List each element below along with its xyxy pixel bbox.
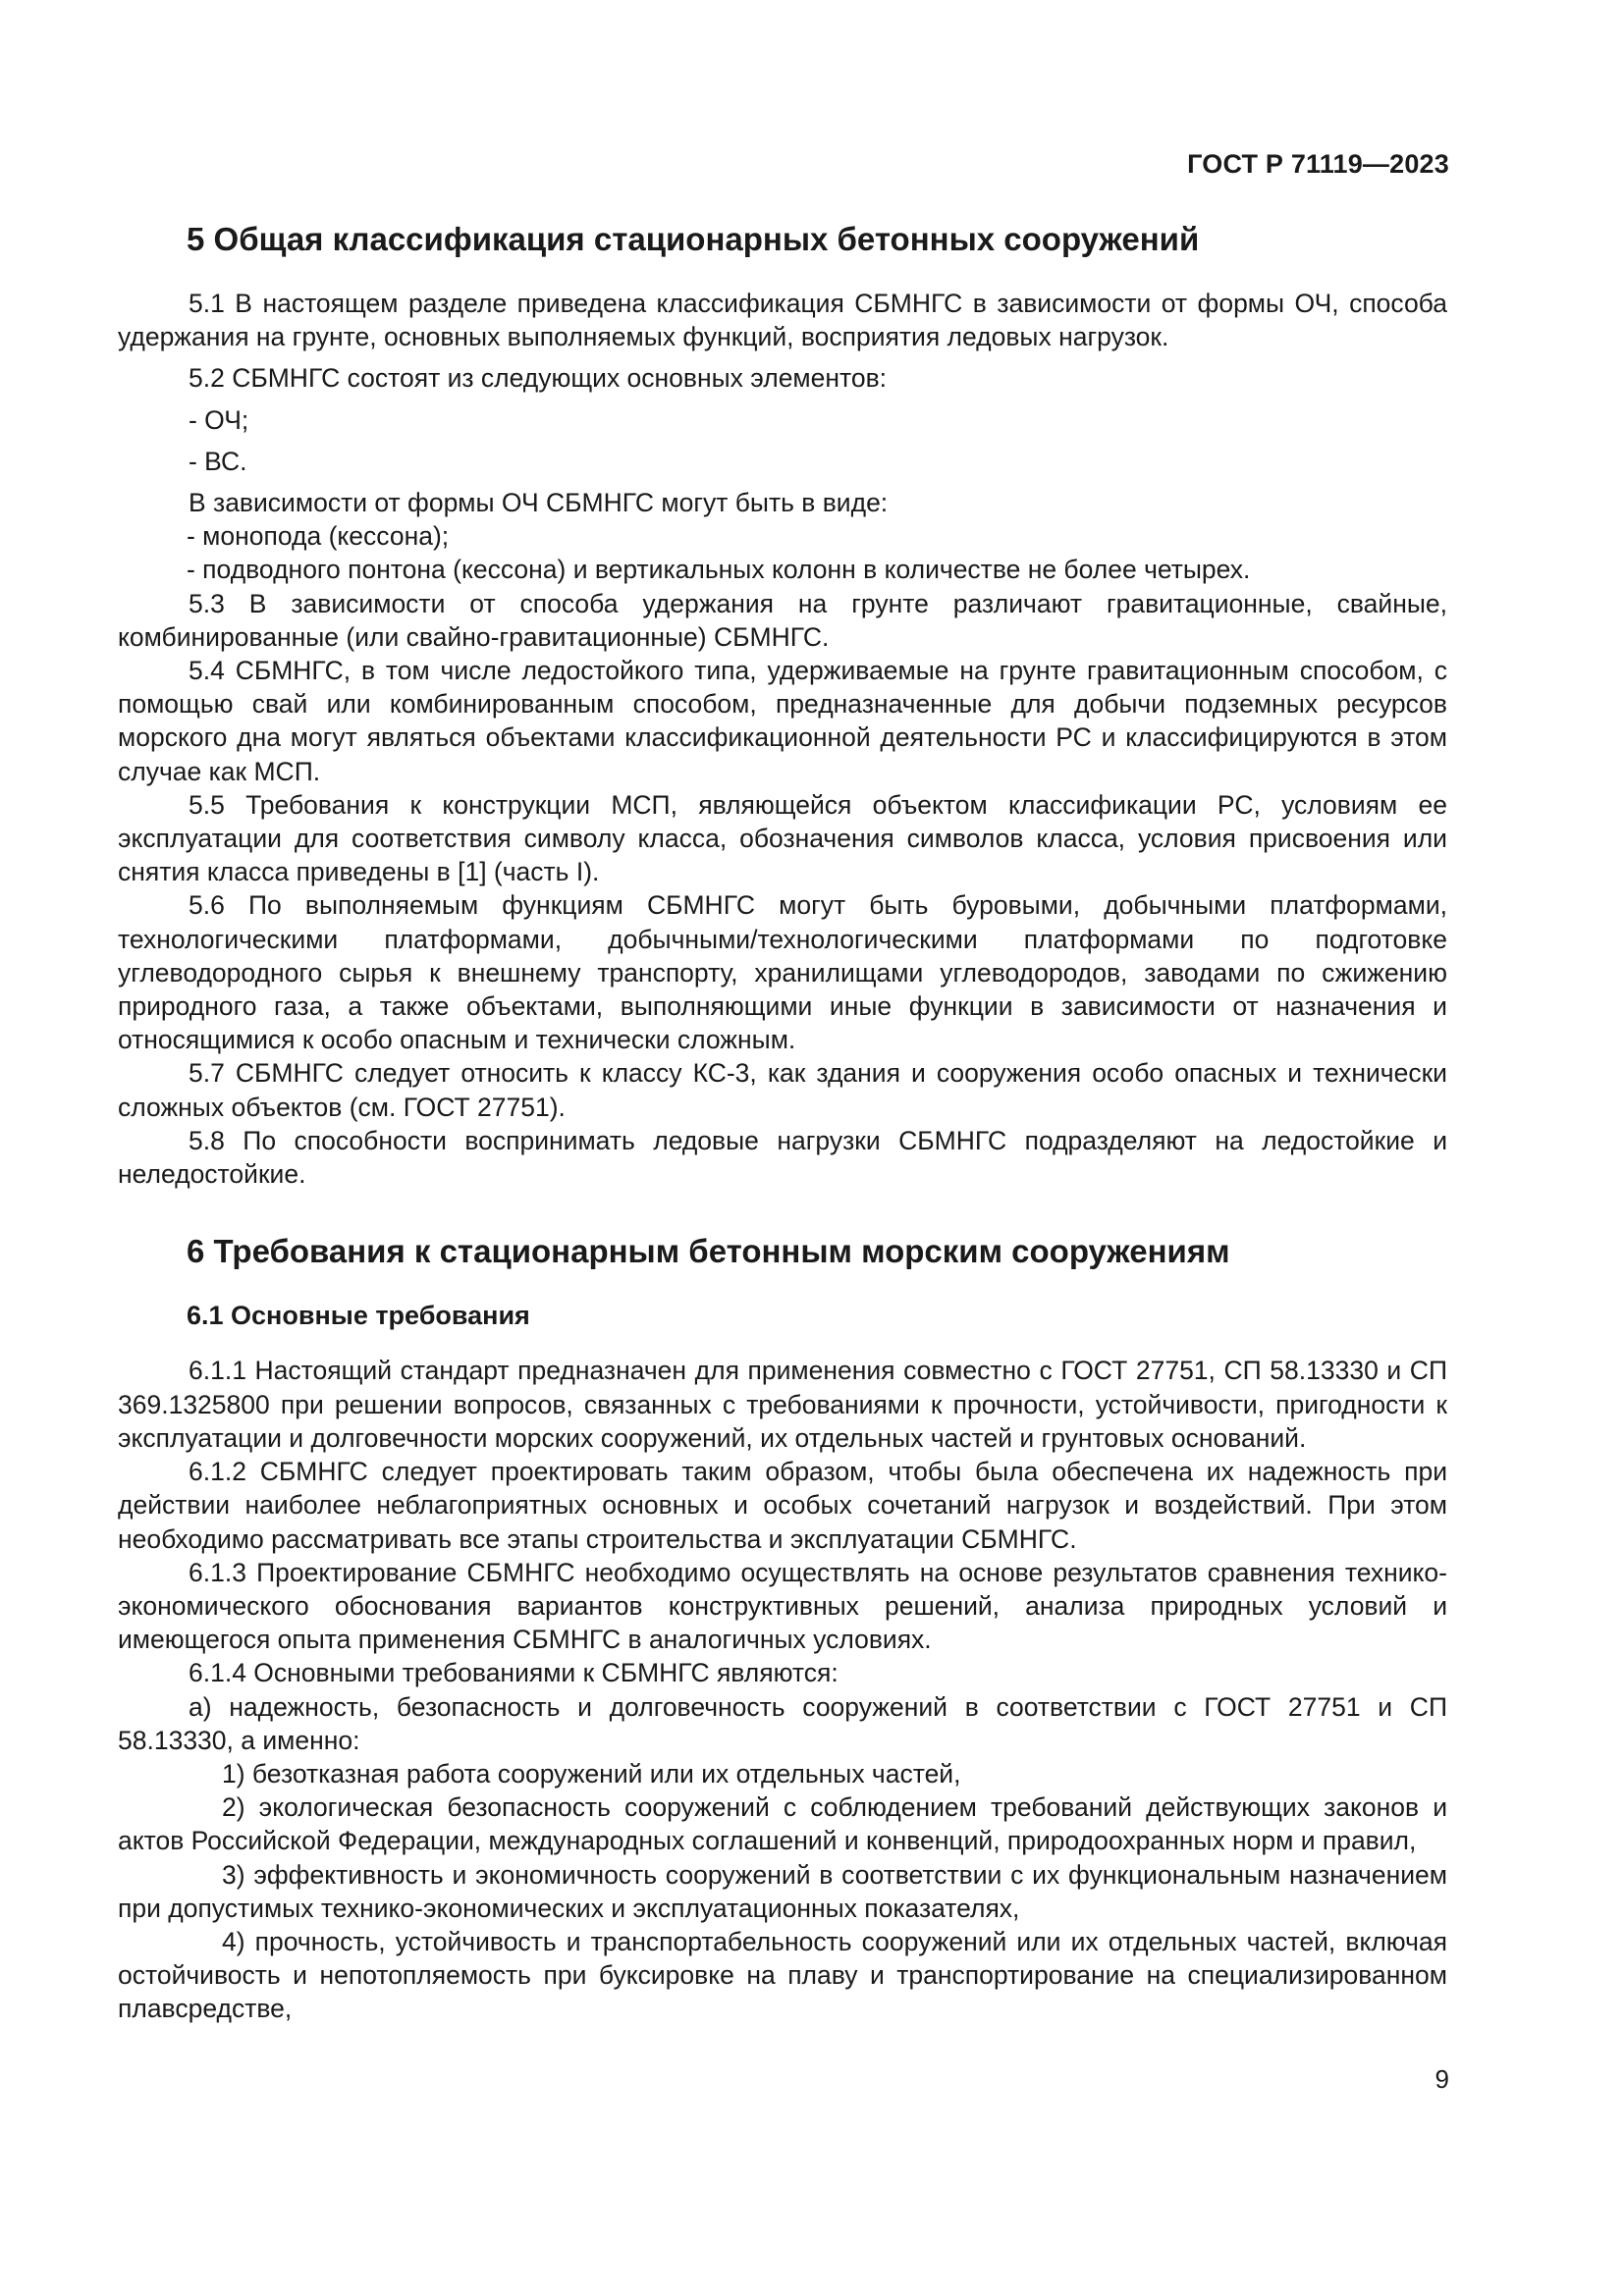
subsection-6-1-heading: 6.1 Основные требования <box>187 1301 530 1331</box>
list-item-vs: - ВС. <box>189 446 247 476</box>
document-body <box>118 220 1447 2026</box>
paragraph-6-1-1: 6.1.1 Настоящий стандарт предназначен для применения совместно с ГОСТ 27751, СП 58.13330 и СП 369.1325800 при решении вопросов, связанных с требованиями к прочности, устойчивости, пригодности к эксплуатации и долговечности морских сооружений, их отдельных частей и грунтовых оснований. <box>118 1356 1447 1453</box>
list-item-1: 1) безотказная работа сооружений или их отдельных частей, <box>222 1758 961 1789</box>
paragraph-5-2: 5.2 СБМНГС состоят из следующих основных элементов: <box>189 363 888 394</box>
document-code-header: ГОСТ Р 71119—2023 <box>1187 149 1449 179</box>
paragraph-6-1-4: 6.1.4 Основными требованиями к СБМНГС являются: <box>189 1658 839 1688</box>
paragraph-6-1-2: 6.1.2 СБМНГС следует проектировать таким образом, чтобы была обеспечена их надежность при действии наиболее неблагоприятных основных и особых сочетаний нагрузок и воздействий. При этом необходимо рассматривать все этапы строительства и эксплуатации СБМНГС. <box>118 1457 1447 1554</box>
list-item-a: а) надежность, безопасность и долговечность сооружений в соответствии с ГОСТ 27751 и СП 58.13330, а именно: <box>118 1691 1447 1755</box>
list-item-och: - ОЧ; <box>189 404 249 435</box>
paragraph-5-3: 5.3 В зависимости от способа удержания на грунте различают гравитационные, свайные, комбинированные (или свайно-гравитационные) СБМНГС. <box>118 588 1447 652</box>
list-item-monopod: - монопода (кессона); <box>187 521 450 552</box>
paragraph-5-4: 5.4 СБМНГС, в том числе ледостойкого типа, удерживаемые на грунте гравитационным способом, с помощью свай или комбинированным способом, предназначенные для добычи подземных ресурсов морского дна могут являться объектами классификационной деятельности РС и классифицируются в этом случае как МСП. <box>118 656 1447 786</box>
paragraph-5-8: 5.8 По способности воспринимать ледовые нагрузки СБМНГС подразделяют на ледостойкие и неледостойкие. <box>118 1125 1447 1190</box>
section-5-heading: 5 Общая классификация стационарных бетонных сооружений <box>187 221 1200 257</box>
paragraph-forms: В зависимости от формы ОЧ СБМНГС могут быть в виде: <box>189 488 889 518</box>
list-item-4: 4) прочность, устойчивость и транспортабельность сооружений или их отдельных частей, включая остойчивость и непотопляемость при буксировке на плаву и транспортирование на специализированном плавсредстве, <box>118 1926 1447 2024</box>
paragraph-6-1-3: 6.1.3 Проектирование СБМНГС необходимо осуществлять на основе результатов сравнения технико-экономического обоснования вариантов конструктивных решений, анализа природных условий и имеющегося опыта применения СБМНГС в аналогичных условиях. <box>118 1557 1447 1655</box>
list-item-ponton: - подводного понтона (кессона) и вертикальных колонн в количестве не более четырех. <box>187 555 1251 585</box>
list-item-2: 2) экологическая безопасность сооружений с соблюдением требований действующих законов и актов Российской Федерации, международных соглашений и конвенций, природоохранных норм и правил, <box>118 1792 1447 1856</box>
page-number: 9 <box>1435 2064 1449 2094</box>
paragraph-5-1: 5.1 В настоящем разделе приведена классификация СБМНГС в зависимости от формы ОЧ, способа удержания на грунте, основных выполняемых функций, восприятия ледовых нагрузок. <box>118 289 1447 352</box>
list-item-3: 3) эффективность и экономичность сооружений в соответствии с их функциональным назначением при допустимых технико-экономических и эксплуатационных показателях, <box>118 1859 1447 1923</box>
paragraph-5-6: 5.6 По выполняемым функциям СБМНГС могут быть буровыми, добычными платформами, технологическими платформами, добычными/технологическими платформами по подготовке углеводородного сырья к внешнему транспорту, хранилищами углеводородов, заводами по сжижению природного газа, а также объектами, выполняющими иные функции в зависимости от назначения и относящимися к особо опасным и технически сложным. <box>118 890 1447 1055</box>
paragraph-5-7: 5.7 СБМНГС следует относить к классу КС-3, как здания и сооружения особо опасных и технически сложных объектов (см. ГОСТ 27751). <box>118 1058 1447 1122</box>
paragraph-5-5: 5.5 Требования к конструкции МСП, являющейся объектом классификации РС, условиям ее эксплуатации для соответствия символу класса, обозначения символов класса, условия присвоения или снятия класса приведены в [1] (часть I). <box>118 789 1447 887</box>
section-6-heading: 6 Требования к стационарным бетонным морским сооружениям <box>187 1233 1230 1270</box>
